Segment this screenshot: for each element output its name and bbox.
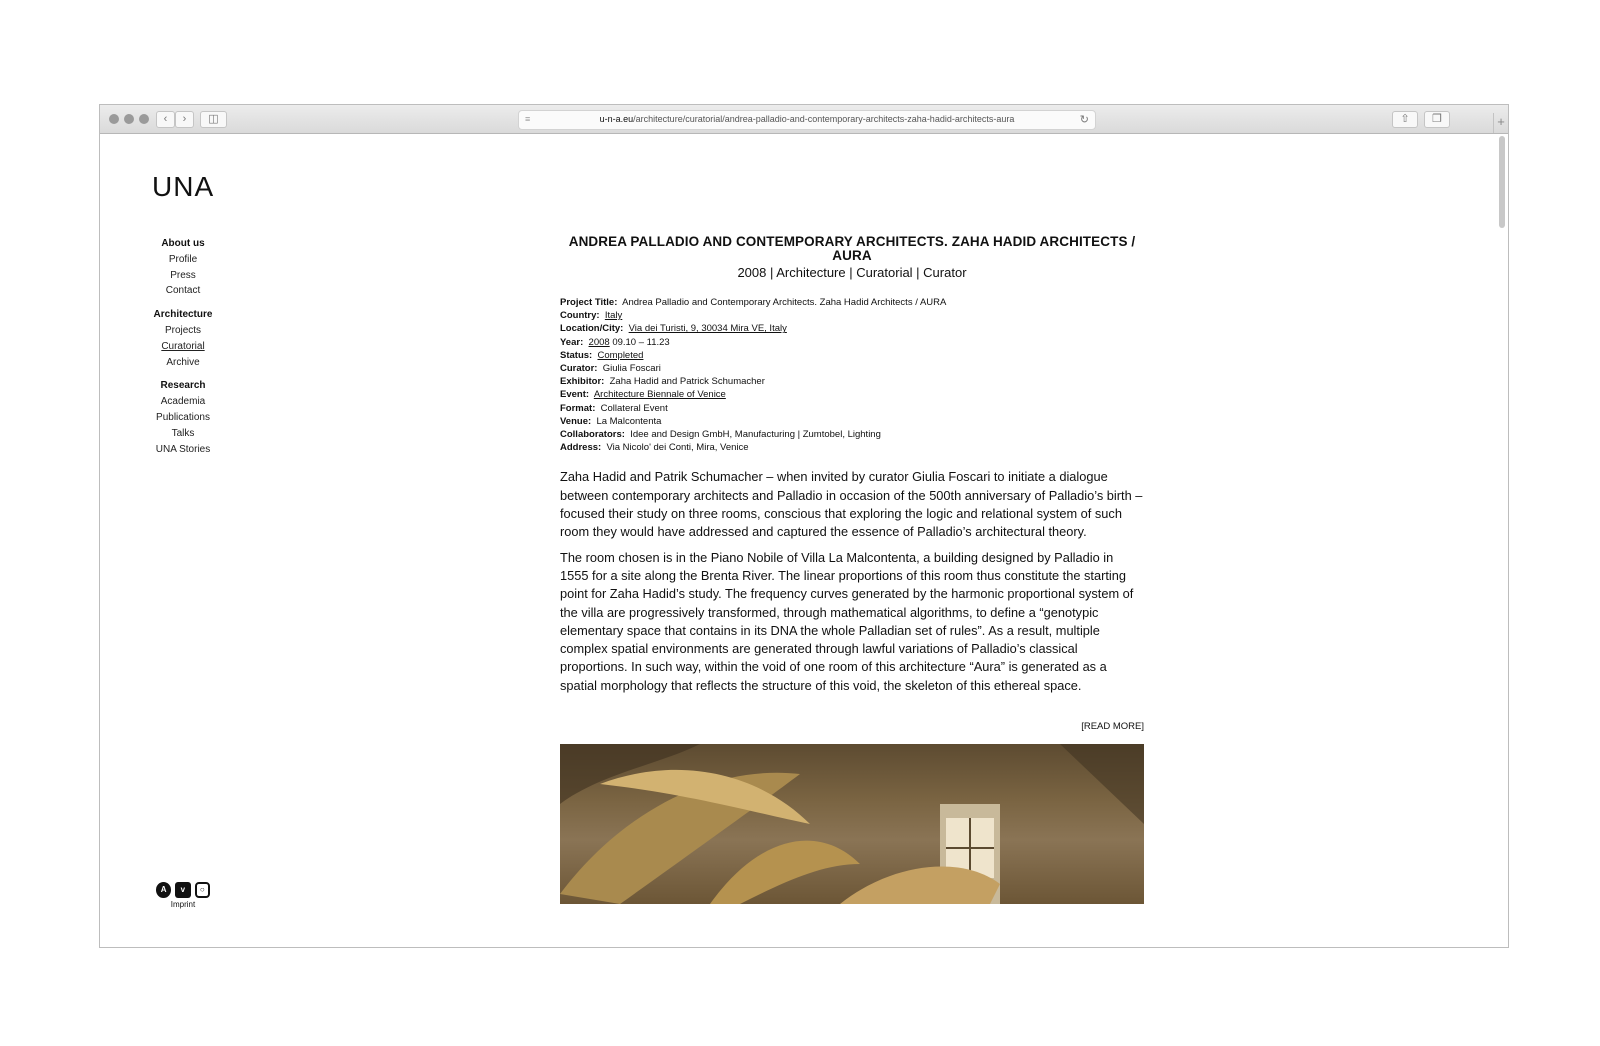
nav-item-talks[interactable]: Talks <box>171 427 195 439</box>
nav-item-academia[interactable]: Academia <box>160 396 206 408</box>
description-paragraph-2: The room chosen is in the Piano Nobile of Villa La Malcontenta, a building designed by Palladio in 1555 for a site along the Brenta River. The linear proportions of this room thus constitute the starting point for Zaha Hadid’s study. The frequency curves generated by the harmonic proportional system of the villa are progressively transformed, through mathematical algorithms, to define a “genotypic elementary space that contains in its DNA the whole Palladian set of rules”. As a result, multiple complex spatial environments are generated through lawful variations of Palladio’s classical proportions. In such way, within the void of one room of this architecture “Aura” is generated as a spatial morphology that reflects the structure of this void, the skeleton of this ethereal space. <box>560 549 1134 693</box>
description-paragraph-1: Zaha Hadid and Patrik Schumacher – when invited by curator Giulia Foscari to initiate a dialogue between contemporary architects and Palladio in occasion of the 500th anniversary of Palladio’s birth – focused their study on three rooms, conscious that exploring the logic and relational system of such room they would have addressed and captured the essence of Palladio’s architectural theory. <box>560 469 1143 540</box>
address-bar[interactable] <box>518 110 1096 130</box>
reader-icon[interactable]: ≡ <box>525 114 531 124</box>
nav-item-projects[interactable]: Projects <box>164 324 202 336</box>
archdaily-icon[interactable]: A <box>156 882 171 898</box>
url-host: u-n-a.eu <box>599 114 634 124</box>
meta-row-year: Year: 2008 09.10 – 11.23 <box>560 336 670 348</box>
year-link[interactable]: 2008 <box>588 336 610 348</box>
new-tab-button[interactable]: + <box>1493 113 1508 133</box>
meta-row-address: Address: Via Nicolo' dei Conti, Mira, Venice <box>560 442 749 454</box>
site-logo[interactable]: UNA <box>152 171 215 202</box>
close-window-icon[interactable] <box>109 114 119 124</box>
meta-row-location: Location/City: Via dei Turisti, 9, 30034 Mira VE, Italy <box>560 323 787 335</box>
project-photo <box>560 744 1144 904</box>
event-link[interactable]: Architecture Biennale of Venice <box>593 389 726 401</box>
reload-icon[interactable]: ↻ <box>1079 114 1089 126</box>
scrollbar-thumb[interactable] <box>1499 136 1505 228</box>
nav-item-publications[interactable]: Publications <box>156 411 210 423</box>
nav-item-press[interactable]: Press <box>170 269 196 281</box>
forward-button[interactable]: › <box>175 111 194 128</box>
url-path: /architecture/curatorial/andrea-palladio-and-contemporary-architects-zaha-hadid-architects-aura <box>633 114 1015 124</box>
project-meta <box>560 296 1144 454</box>
nav-item-curatorial[interactable]: Curatorial <box>161 340 205 352</box>
location-link[interactable]: Via dei Turisti, 9, 30034 Mira VE, Italy <box>628 323 787 335</box>
meta-row-exhibitor: Exhibitor: Zaha Hadid and Patrick Schumacher <box>560 376 765 388</box>
url-text <box>519 114 1095 124</box>
aura-sculpture-image <box>560 744 1144 904</box>
sidebar-nav <box>138 236 228 457</box>
meta-row-country: Country: Italy <box>560 310 623 322</box>
vimeo-icon[interactable]: v <box>175 882 190 898</box>
project-title: ANDREA PALLADIO AND CONTEMPORARY ARCHITECTS. ZAHA HADID ARCHITECTS / AURA <box>568 234 1136 263</box>
meta-row-venue: Venue: La Malcontenta <box>560 415 662 427</box>
zoom-window-icon[interactable] <box>139 114 149 124</box>
meta-row-event: Event: Architecture Biennale of Venice <box>560 389 726 401</box>
minimize-window-icon[interactable] <box>124 114 134 124</box>
nav-item-archive[interactable]: Archive <box>166 356 200 368</box>
project-content <box>560 235 1144 904</box>
instagram-icon[interactable]: ○ <box>195 882 210 898</box>
nav-head-research[interactable]: Research <box>160 380 206 392</box>
nav-head-about[interactable]: About us <box>161 238 205 249</box>
meta-row-collaborators: Collaborators: Idee and Design GmbH, Manufacturing | Zumtobel, Lighting <box>560 429 881 441</box>
read-more-link[interactable]: [READ MORE] <box>1081 721 1144 732</box>
sidebar-toggle-icon[interactable]: ◫ <box>200 111 227 128</box>
status-link[interactable]: Completed <box>597 349 644 361</box>
back-button[interactable]: ‹ <box>156 111 175 128</box>
browser-toolbar <box>100 105 1508 134</box>
social-links <box>156 882 210 909</box>
nav-item-profile[interactable]: Profile <box>168 253 198 265</box>
browser-window <box>99 104 1509 948</box>
nav-item-contact[interactable]: Contact <box>165 285 201 297</box>
imprint-link[interactable]: Imprint <box>170 900 196 909</box>
tabs-overview-icon[interactable]: ❐ <box>1424 111 1450 128</box>
share-icon[interactable]: ⇧ <box>1392 111 1418 128</box>
project-subtitle: 2008 | Architecture | Curatorial | Curator <box>737 265 967 280</box>
meta-row-curator: Curator: Giulia Foscari <box>560 363 661 375</box>
meta-row-title: Project Title: Andrea Palladio and Contemporary Architects. Zaha Hadid Architects / AURA <box>560 297 947 308</box>
nav-item-una-stories[interactable]: UNA Stories <box>155 443 211 455</box>
country-link[interactable]: Italy <box>604 310 623 322</box>
meta-row-status: Status: Completed <box>560 349 644 361</box>
nav-head-architecture[interactable]: Architecture <box>153 309 213 321</box>
meta-row-format: Format: Collateral Event <box>560 402 668 414</box>
